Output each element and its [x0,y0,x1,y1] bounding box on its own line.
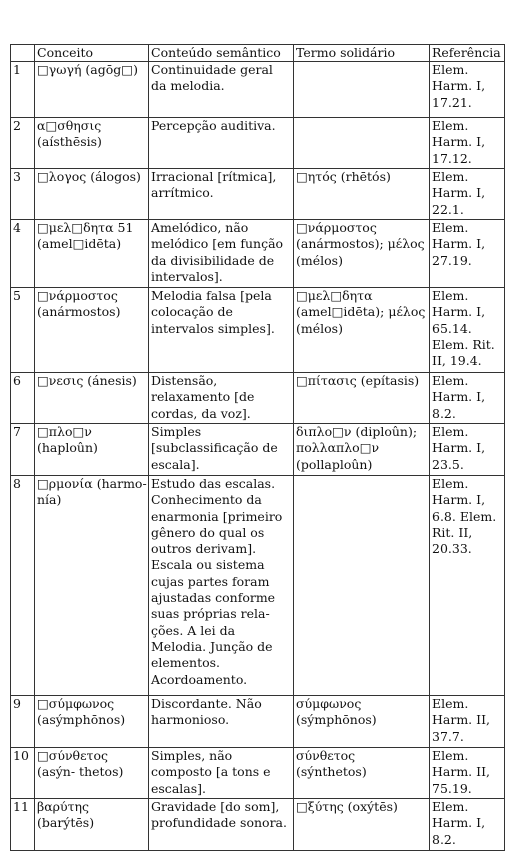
reference-cell: Elem. Harm. I, 8.2. [430,799,505,851]
table-row [11,62,505,118]
row-number: 9 [11,696,35,748]
concept-cell: α□σθησις (aísthēsis) [35,118,149,169]
row-number: 8 [11,476,35,696]
term-cell: □πίτασις (epítasis) [294,373,430,424]
header-reference: Referência [430,45,505,62]
term-cell: σύμφωνος (sýmphōnos) [294,696,430,748]
term-cell [294,476,430,696]
table-row [11,118,505,169]
table-row [11,424,505,476]
concept-cell: □σύνθετος (asýn- thetos) [35,748,149,799]
reference-cell: Elem. Harm. I, 22.1. [430,169,505,220]
row-number: 3 [11,169,35,220]
term-cell: □ητός (rhētós) [294,169,430,220]
term-cell: □ξύτης (oxýtēs) [294,799,430,851]
semantic-cell: Irracional [rítmica], arrítmico. [149,169,294,220]
semantic-cell: Simples [subclassificação de escala]. [149,424,294,476]
table-row [11,288,505,373]
glossary-table-container [10,44,504,851]
row-number: 11 [11,799,35,851]
table-row [11,799,505,851]
reference-cell: Elem. Harm. I, 6.8. Elem. Rit. II, 20.33. [430,476,505,696]
glossary-table [10,44,505,851]
row-number: 2 [11,118,35,169]
term-cell: διπλο□ν (diploûn); πολλαπλο□ν (pollaploûn) [294,424,430,476]
semantic-cell: Gravidade [do som], profundidade sonora. [149,799,294,851]
header-concept: Conceito [35,45,149,62]
semantic-cell: Simples, não composto [a tons e escalas]. [149,748,294,799]
header-number [11,45,35,62]
concept-cell: □νάρμοστος (anármostos) [35,288,149,373]
row-number: 10 [11,748,35,799]
semantic-cell: Amelódico, não melódico [em função da divisibilidade de intervalos]. [149,220,294,288]
term-cell [294,118,430,169]
concept-cell: □πλο□ν (haploûn) [35,424,149,476]
table-row [11,220,505,288]
semantic-cell: Distensão, relaxamento [de cordas, da voz]. [149,373,294,424]
reference-cell: Elem. Harm. I, 65.14. Elem. Rit. II, 19.4. [430,288,505,373]
row-number: 4 [11,220,35,288]
reference-cell: Elem. Harm. I, 27.19. [430,220,505,288]
row-number: 6 [11,373,35,424]
semantic-cell: Continuidade geral da melodia. [149,62,294,118]
reference-cell: Elem. Harm. I, 23.5. [430,424,505,476]
reference-cell: Elem. Harm. I, 8.2. [430,373,505,424]
reference-cell: Elem. Harm. II, 75.19. [430,748,505,799]
row-number: 7 [11,424,35,476]
semantic-cell: Percepção auditiva. [149,118,294,169]
term-cell [294,62,430,118]
term-cell: □μελ□δητα (amel□idēta); μέλος (mélos) [294,288,430,373]
header-related-term: Termo solidário [294,45,430,62]
concept-cell: □νεσις (ánesis) [35,373,149,424]
term-cell: σύνθετος (sýnthetos) [294,748,430,799]
concept-cell: □μελ□δητα 51 (amel□idēta) [35,220,149,288]
concept-cell: □λογος (álogos) [35,169,149,220]
table-row [11,748,505,799]
term-cell: □νάρμοστος (anármostos); μέλος (mélos) [294,220,430,288]
semantic-cell: Estudo das escalas. Conhecimento da enarmonia [primeiro gênero do qual os outros derivam]. Escala ou sistema cujas partes foram ajustadas conforme suas próprias rela- ções. A lei da Melodia. Junção de elementos. Acordoamento. [149,476,294,696]
reference-cell: Elem. Harm. II, 37.7. [430,696,505,748]
reference-cell: Elem. Harm. I, 17.12. [430,118,505,169]
table-row [11,169,505,220]
table-row [11,696,505,748]
table-header-row [11,45,505,62]
concept-cell: □σύμφωνος (asýmphōnos) [35,696,149,748]
header-semantic-content: Conteúdo semântico [149,45,294,62]
table-row [11,373,505,424]
concept-cell: □γωγή (agōg□) [35,62,149,118]
reference-cell: Elem. Harm. I, 17.21. [430,62,505,118]
row-number: 5 [11,288,35,373]
semantic-cell: Melodia falsa [pela colocação de intervalos simples]. [149,288,294,373]
concept-cell: βαρύτης (barýtēs) [35,799,149,851]
concept-cell: □ρμονία (harmo- nía) [35,476,149,696]
row-number: 1 [11,62,35,118]
semantic-cell: Discordante. Não harmonioso. [149,696,294,748]
table-row [11,476,505,696]
